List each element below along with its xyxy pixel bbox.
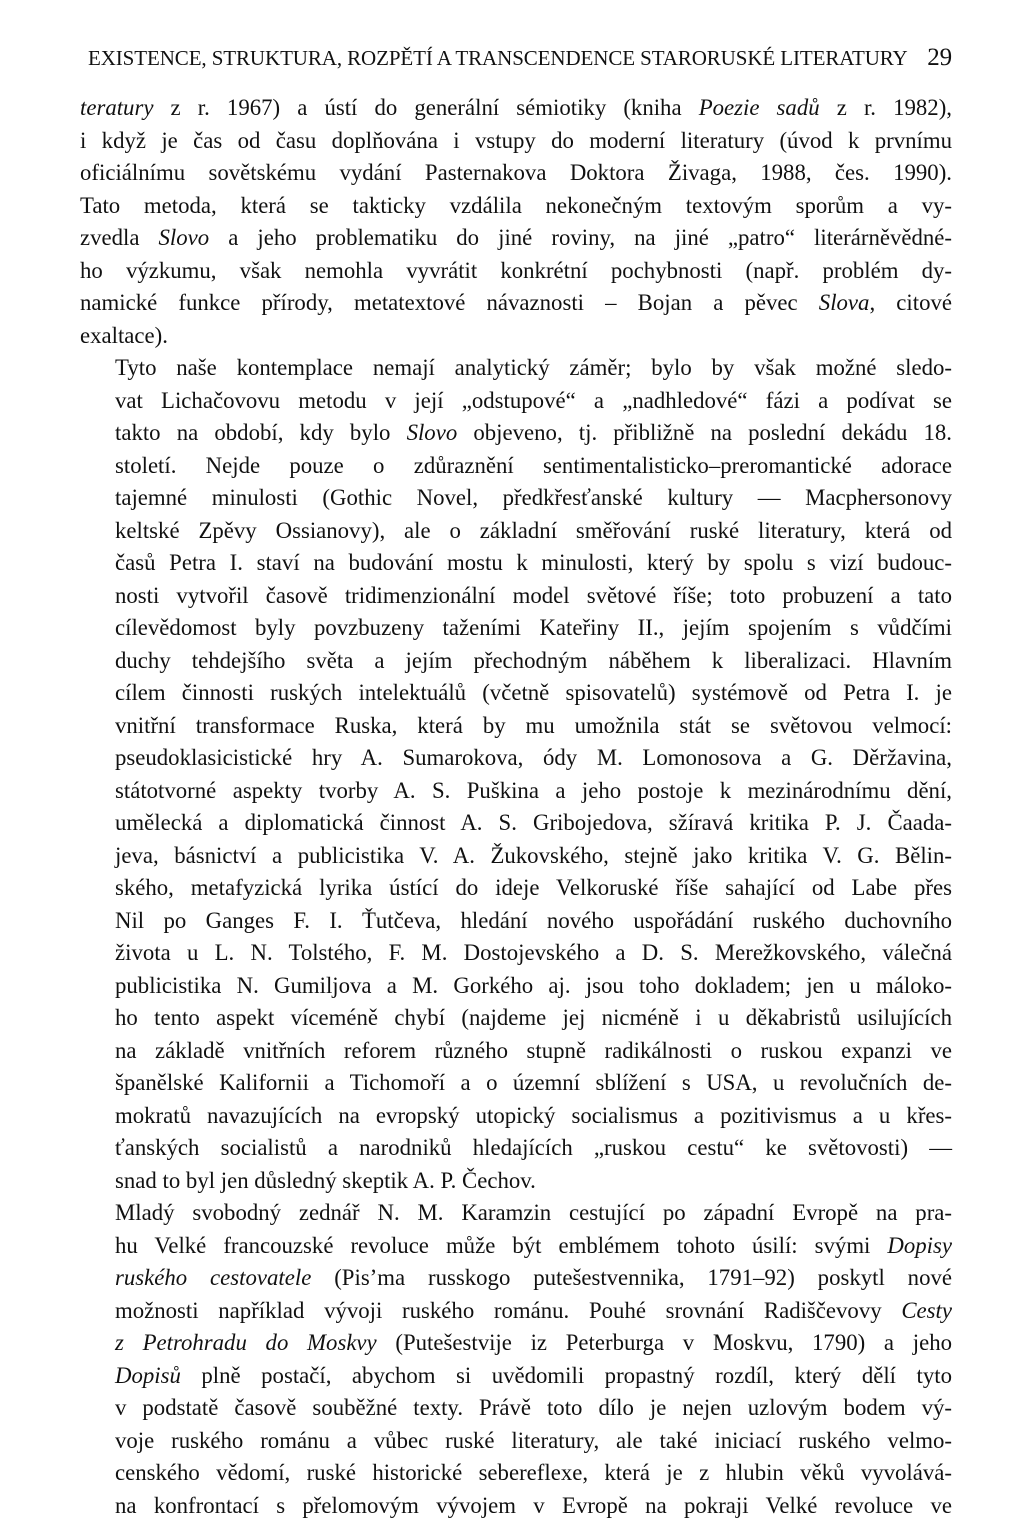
text-line: cenského vědomí, ruské historické sebereflexe, která je z hlubin věků vyvolává-	[115, 1460, 952, 1485]
text-line: ho tento aspekt víceméně chybí (najdeme jej nicméně i u děkabristů usilujících	[115, 1005, 952, 1030]
running-header	[80, 40, 952, 76]
text-line: publicistika N. Gumiljova a M. Gorkého aj. jsou toho dokladem; jen u máloko-	[115, 972, 952, 998]
text-line: nosti vytvořil časově tridimenzionální model světové říše; toto probuzení a tato	[115, 582, 952, 608]
text-line: ruského cestovatele (Pis’ma russkogo putešestvennika, 1791–92) poskytl nové	[115, 1265, 953, 1290]
text-line: časů Petra I. staví na budování mostu k minulosti, který by spolu s vizí budouc-	[115, 550, 952, 575]
text-line: cílevědomost byly povzbuzeny taženími Kateřiny II., jejím spojením s vůdčími	[115, 615, 952, 640]
page	[80, 40, 952, 1522]
text-line: španělské Kalifornii a Tichomoří a o územní sblížení s USA, u revolučních de-	[115, 1070, 952, 1095]
text-line: jeva, básnictví a publicistika V. A. Žukovského, stejně jako kritika V. G. Bělin-	[115, 842, 952, 868]
text-line: i když je čas od času doplňována i vstupy do moderní literatury (úvod k prvnímu	[80, 127, 952, 153]
text-line: takto na období, kdy bylo Slovo objeveno, tj. přibližně na poslední dekádu 18.	[115, 420, 952, 445]
text-line: ho výzkumu, však nemohla vyvrátit konkrétní pochybnosti (např. problém dy-	[80, 257, 952, 283]
text-line: Tyto naše kontemplace nemají analytický záměr; bylo by však možné sledo-	[115, 355, 952, 380]
text-line: na základě vnitřních reforem různého stupně radikálnosti o ruskou expanzi ve	[115, 1037, 952, 1063]
text-line: Mladý svobodný zednář N. M. Karamzin cestující po západní Evropě na pra-	[115, 1200, 952, 1225]
page-number: 29	[927, 44, 952, 71]
text-line: vat Lichačovovu metodu v její „odstupové“ a „nadhledové“ fázi a podívat se	[115, 387, 952, 413]
text-line: Tato metoda, která se takticky vzdálila nekonečným textovým sporům a vy-	[80, 192, 952, 218]
text-line: snad to byl jen důsledný skeptik A. P. Čechov.	[115, 1167, 536, 1193]
text-line: života u L. N. Tolstého, F. M. Dostojevského a D. S. Merežkovského, válečná	[115, 940, 952, 965]
text-line: voje ruského románu a vůbec ruské literatury, ale také iniciací ruského velmo-	[115, 1427, 952, 1453]
text-line: zvedla Slovo a jeho problematiku do jiné roviny, na jiné „patro“ literárněvědné-	[80, 225, 952, 250]
text-line: Dopisů plně postačí, abychom si uvědomili propastný rozdíl, který dělí tyto	[115, 1362, 952, 1388]
text-line: duchy tehdejšího světa a jejím přechodným náběhem k liberalizaci. Hlavním	[115, 647, 952, 673]
paragraph-1	[80, 92, 952, 352]
text-line: v podstatě časově souběžné texty. Právě toto dílo je nejen uzlovým bodem vý-	[115, 1395, 952, 1420]
text-line: oficiálnímu sovětskému vydání Pasternakova Doktora Živaga, 1988, čes. 1990).	[80, 160, 952, 185]
text-line: ského, metafyzická lyrika ústící do ideje Velkoruské říše sahající od Labe přes	[115, 875, 952, 900]
text-line: na konfrontací s přelomovým vývojem v Evropě na pokraji Velké revoluce ve	[115, 1492, 952, 1518]
text-line: možnosti například vývoji ruského románu. Pouhé srovnání Radiščevovy Cesty	[115, 1297, 952, 1323]
text-line: namické funkce přírody, metatextové návaznosti – Bojan a pěvec Slova, citové	[80, 290, 952, 315]
text-line: státotvorné aspekty tvorby A. S. Puškina a jeho postoje k mezinárodnímu dění,	[115, 777, 952, 803]
body-text	[80, 92, 952, 1522]
text-line: století. Nejde pouze o zdůraznění sentimentalisticko–preromantické adorace	[115, 452, 952, 478]
text-line: tajemné minulosti (Gothic Novel, předkřesťanské kultury — Macphersonovy	[115, 485, 952, 510]
paragraph-3	[80, 1197, 952, 1522]
text-line: keltské Zpěvy Ossianovy), ale o základní směřování ruské literatury, která od	[115, 517, 952, 543]
text-line: pseudoklasicistické hry A. Sumarokova, ódy M. Lomonosova a G. Děržavina,	[115, 745, 952, 770]
text-line: cílem činnosti ruských intelektuálů (včetně spisovatelů) systémově od Petra I. je	[115, 680, 952, 705]
running-title: EXISTENCE, STRUKTURA, ROZPĚTÍ A TRANSCENDENCE STARORUSKÉ LITERATURY	[88, 46, 908, 70]
text-line: hu Velké francouzské revoluce může být emblémem tohoto úsilí: svými Dopisy	[115, 1232, 952, 1258]
text-line: ťanských socialistů a narodniků hledajících „ruskou cestu“ ke světovosti) —	[115, 1135, 952, 1160]
text-line: exaltace).	[80, 322, 168, 348]
text-line: z Petrohradu do Moskvy (Putešestvije iz Peterburga v Moskvu, 1790) a jeho	[115, 1330, 952, 1355]
text-line: Nil po Ganges F. I. Ťutčeva, hledání nového uspořádání ruského duchovního	[115, 907, 952, 933]
text-line: umělecká a diplomatická činnost A. S. Gribojedova, sžíravá kritika P. J. Čaada-	[115, 810, 952, 835]
text-line: mokratů navazujících na evropský utopický socialismus a pozitivismus a u křes-	[115, 1102, 952, 1128]
text-line: teratury z r. 1967) a ústí do generální sémiotiky (kniha Poezie sadů z r. 1982),	[80, 95, 952, 120]
paragraph-2	[80, 352, 952, 1197]
text-line: vnitřní transformace Ruska, která by mu umožnila stát se světovou velmocí:	[115, 712, 952, 738]
